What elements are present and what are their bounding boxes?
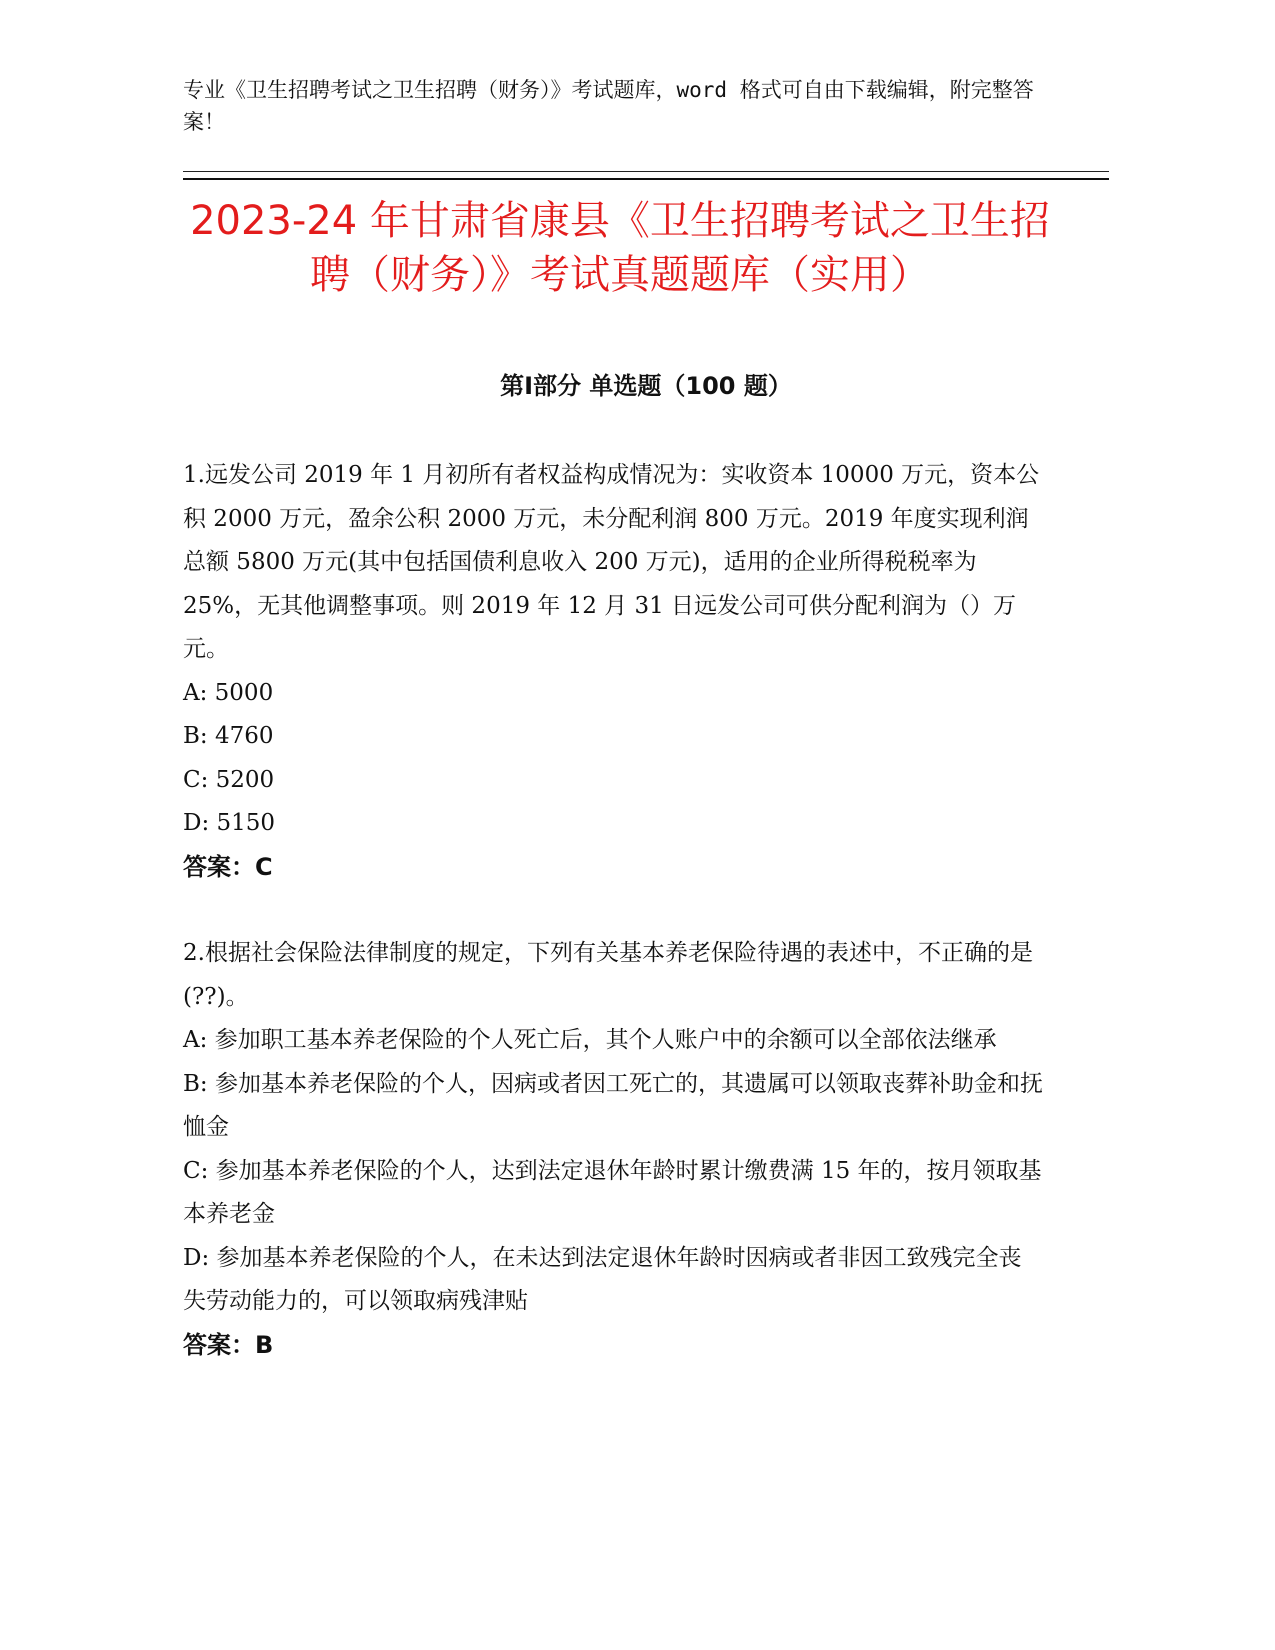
option-d: D: 5150: [183, 810, 276, 836]
question-2: [183, 932, 1043, 1367]
option-c: C: 参加基本养老保险的个人，达到法定退休年龄时累计缴费满 15 年的，按月领取基本养老金: [183, 1157, 1042, 1227]
header-divider-thick: [183, 178, 1109, 180]
question-stem: 1.远发公司 2019 年 1 月初所有者权益构成情况为：实收资本 10000 万元，资本公积 2000 万元，盈余公积 2000 万元，未分配利润 800 万元。2019 年度实现利润总额 5800 万元(其中包括国债利息收入 200 万元)，适用的企业所得税税率为 25%，无其他调整事项。则 2019 年 12 月 31 日远发公司可供分配利润为（）万元。: [183, 462, 1040, 662]
option-b: B: 4760: [183, 723, 274, 749]
option-d: D: 参加基本养老保险的个人，在未达到法定退休年龄时因病或者非因工致残完全丧失劳动能力的，可以领取病残津贴: [183, 1244, 1022, 1314]
option-c: C: 5200: [183, 766, 275, 793]
question-stem: 2.根据社会保险法律制度的规定，下列有关基本养老保险待遇的表述中，不正确的是(??)。: [183, 940, 1033, 1010]
header-divider-thin: [183, 171, 1109, 172]
answer-label: 答案：C: [183, 852, 273, 881]
header-note: 专业《卫生招聘考试之卫生招聘（财务）》考试题库，word 格式可自由下载编辑，附完整答案！: [183, 78, 1034, 134]
section-heading: 第Ⅰ部分 单选题（100 题）: [500, 372, 792, 400]
option-b: B: 参加基本养老保险的个人，因病或者因工死亡的，其遗属可以领取丧葬补助金和抚恤金: [183, 1070, 1043, 1140]
option-a: A: 5000: [183, 679, 274, 706]
answer-label: 答案：B: [183, 1330, 274, 1359]
document-title: 2023-24 年甘肃省康县《卫生招聘考试之卫生招聘（财务）》考试真题题库（实用）: [190, 198, 1050, 298]
question-1: [183, 454, 1043, 889]
option-a: A: 参加职工基本养老保险的个人死亡后，其个人账户中的余额可以全部依法继承: [183, 1027, 997, 1053]
